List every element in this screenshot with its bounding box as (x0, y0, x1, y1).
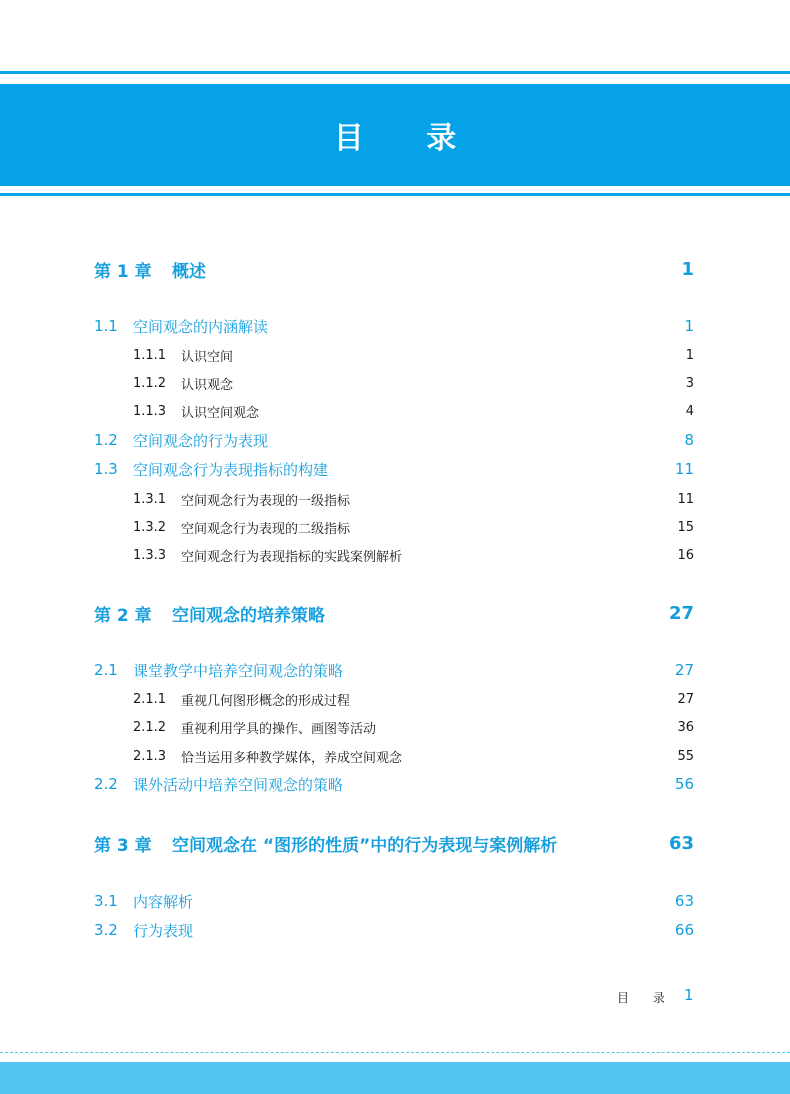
toc-subsection-1-1-3[interactable] (133, 401, 694, 421)
toc-section-title: 空间观念的内涵解读 (133, 317, 269, 336)
toc-subsection-2-1-2[interactable] (133, 717, 694, 737)
toc-section-title: 空间观念的行为表现 (133, 431, 269, 450)
toc-page-number: 4 (685, 403, 694, 419)
toc-chapter-title: 概述 (172, 261, 206, 282)
toc-page-number: 27 (668, 602, 694, 624)
footer-band (0, 1062, 790, 1094)
toc-chapter-2[interactable] (94, 601, 694, 625)
toc-subsection-title: 恰当运用多种教学媒体，养成空间观念 (181, 750, 403, 766)
toc-page-number: 1 (684, 317, 694, 335)
toc-section-number: 1.2 (94, 431, 118, 449)
toc-section-title: 内容解析 (133, 892, 194, 911)
toc-page-number: 15 (677, 519, 694, 535)
toc-chapter-3[interactable] (94, 831, 694, 855)
toc-page-number: 27 (677, 691, 694, 707)
toc-page-number: 8 (684, 431, 694, 449)
toc-page-number: 16 (677, 547, 694, 563)
toc-subsection-title: 重视几何图形概念的形成过程 (181, 693, 351, 709)
toc-page-number: 1 (681, 258, 694, 280)
toc-subsection-1-1-1[interactable] (133, 345, 694, 365)
toc-section-title: 课外活动中培养空间观念的策略 (133, 775, 344, 794)
toc-subsection-title: 认识观念 (181, 377, 234, 393)
toc-section-number: 3.1 (94, 892, 118, 910)
toc-subsection-2-1-1[interactable] (133, 689, 694, 709)
toc-page-number: 1 (685, 347, 694, 363)
toc-page-number: 56 (674, 775, 694, 793)
toc-section-title: 课堂教学中培养空间观念的策略 (133, 661, 344, 680)
toc-subsection-title: 认识空间观念 (181, 405, 260, 421)
toc-subsection-2-1-3[interactable] (133, 746, 694, 766)
toc-subsection-number: 2.1.3 (133, 748, 167, 764)
toc-page-number: 63 (668, 832, 694, 854)
toc-page-number: 63 (674, 892, 694, 910)
header-banner (0, 84, 790, 186)
toc-subsection-number: 2.1.2 (133, 719, 167, 735)
footer-label: 目 录 (617, 991, 675, 1005)
toc-section-number: 1.1 (94, 317, 118, 335)
header-top-rule (0, 71, 790, 74)
toc-section-1-2[interactable] (94, 429, 694, 451)
toc-section-number: 3.2 (94, 921, 118, 939)
toc-chapter-number: 第 3 章 (94, 835, 152, 856)
toc-subsection-title: 认识空间 (181, 349, 234, 365)
toc-section-2-1[interactable] (94, 659, 694, 681)
page-title: 目 录 (333, 121, 483, 156)
toc-chapter-number: 第 2 章 (94, 605, 152, 626)
toc-chapter-number: 第 1 章 (94, 261, 152, 282)
toc-subsection-1-3-3[interactable] (133, 545, 694, 565)
toc-section-number: 2.2 (94, 775, 118, 793)
toc-subsection-title: 空间观念行为表现的一级指标 (181, 493, 351, 509)
toc-subsection-1-1-2[interactable] (133, 373, 694, 393)
toc-page-number: 27 (674, 661, 694, 679)
toc-section-2-2[interactable] (94, 773, 694, 795)
toc-subsection-title: 空间观念行为表现的二级指标 (181, 521, 351, 537)
toc-subsection-title: 空间观念行为表现指标的实践案例解析 (181, 549, 403, 565)
toc-subsection-number: 2.1.1 (133, 691, 167, 707)
toc-subsection-number: 1.3.1 (133, 491, 167, 507)
toc-chapter-title: 空间观念在 “图形的性质”中的行为表现与案例解析 (172, 835, 558, 856)
toc-subsection-number: 1.1.3 (133, 403, 167, 419)
toc-subsection-number: 1.1.2 (133, 375, 167, 391)
toc-subsection-number: 1.3.3 (133, 547, 167, 563)
toc-page-number: 36 (677, 719, 694, 735)
toc-section-number: 1.3 (94, 460, 118, 478)
toc-subsection-1-3-2[interactable] (133, 517, 694, 537)
toc-chapter-1[interactable] (94, 257, 694, 281)
header-bottom-rule (0, 193, 790, 196)
toc-section-title: 空间观念行为表现指标的构建 (133, 460, 329, 479)
toc-page-number: 11 (677, 491, 694, 507)
toc-subsection-title: 重视利用学具的操作、画图等活动 (181, 721, 377, 737)
footer-dashed-divider (0, 1052, 790, 1053)
toc-section-title: 行为表现 (133, 921, 194, 940)
toc-page-number: 3 (685, 375, 694, 391)
toc-section-1-3[interactable] (94, 458, 694, 480)
footer-page-number: 1 (684, 986, 694, 1004)
toc-subsection-number: 1.3.2 (133, 519, 167, 535)
toc-page-number: 66 (674, 921, 694, 939)
toc-page-number: 11 (674, 460, 694, 478)
toc-section-number: 2.1 (94, 661, 118, 679)
toc-chapter-title: 空间观念的培养策略 (172, 605, 325, 626)
toc-section-3-1[interactable] (94, 890, 694, 912)
toc-page-number: 55 (677, 748, 694, 764)
toc-subsection-number: 1.1.1 (133, 347, 167, 363)
toc-section-1-1[interactable] (94, 315, 694, 337)
toc-section-3-2[interactable] (94, 919, 694, 941)
toc-subsection-1-3-1[interactable] (133, 489, 694, 509)
